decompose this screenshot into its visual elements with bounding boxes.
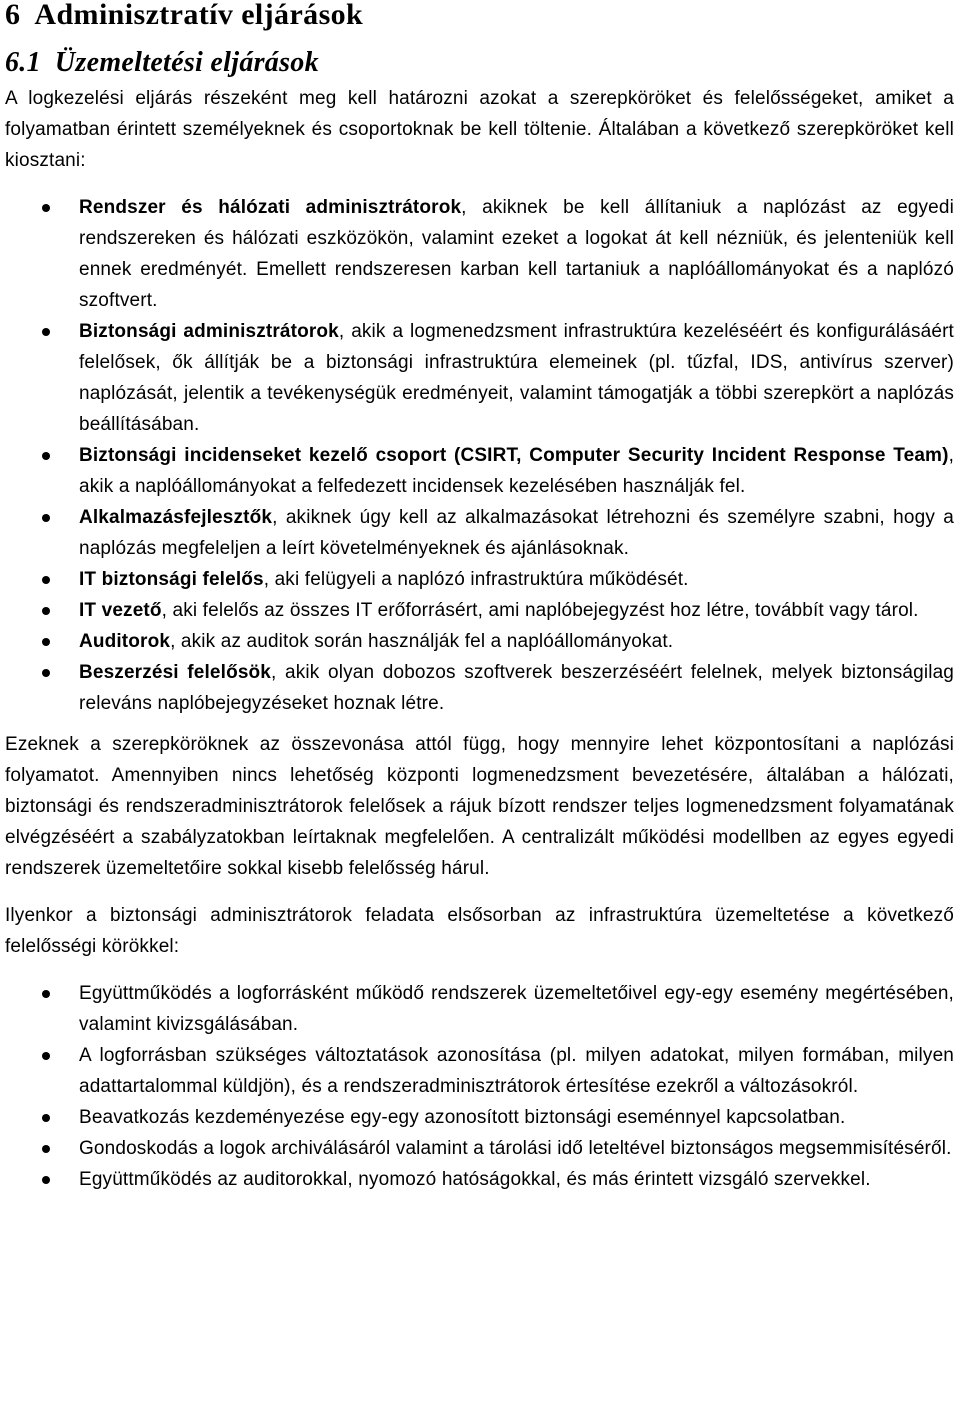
- role-description: , akiknek be kell állítaniuk a naplózást az egyedi rendszereken és hálózati eszközökön, valamint ezeket a logokat át kell nézniük, és jelenteniük kell ennek eredményét. Emellett rendszeresen karban kell tartaniuk a naplóállományokat és a naplózó szoftvert.: [79, 197, 954, 311]
- bullet-icon: [42, 1176, 50, 1184]
- bullet-icon: [42, 204, 50, 212]
- role-description: , aki felelős az összes IT erőforrásért, ami naplóbejegyzést hoz létre, továbbít vagy tárol.: [161, 600, 919, 621]
- role-name: Beszerzési felelősök: [79, 662, 272, 683]
- list-item: [5, 564, 954, 595]
- role-description: , akiknek úgy kell az alkalmazásokat létrehozni és személyre szabni, hogy a naplózás megfeleljen a leírt követelményeknek és ajánlásoknak.: [79, 507, 954, 559]
- role-name: IT biztonsági felelős: [79, 569, 264, 590]
- heading-number: 6: [5, 0, 21, 31]
- bullet-icon: [42, 1114, 50, 1122]
- list-item: [5, 502, 954, 564]
- body-paragraph: Ezeknek a szerepköröknek az összevonása attól függ, hogy mennyire lehet központosítani a naplózási folyamatot. Amennyiben nincs lehetőség központi logmenedzsment bevezetésére, általában a hálózati, biztonsági és rendszeradminisztrátorok felelősek a rájuk bízott rendszer teljes logmenedzsment folyamatának elvégzéséért a szabályzatokban leírtaknak megfelelően. A centralizált működési modellben az egyes egyedi rendszerek üzemeltetőire sokkal kisebb felelősség hárul.: [5, 734, 954, 879]
- role-name: Auditorok: [79, 631, 171, 652]
- duty-text: Együttműködés a logforrásként működő rendszerek üzemeltetőivel egy-egy esemény megértésében, valamint kivizsgálásában.: [79, 983, 954, 1035]
- intro-paragraph: A logkezelési eljárás részeként meg kell határozni azokat a szerepköröket és felelősségeket, amiket a folyamatban érintett személyeknek és csoportoknak be kell töltenie. Általában a következő szerepköröket kell kiosztani:: [5, 88, 954, 171]
- role-name: IT vezető: [79, 600, 162, 621]
- body-paragraph: Ilyenkor a biztonsági adminisztrátorok feladata elsősorban az infrastruktúra üzemeltetése a következő felelősségi körökkel:: [5, 905, 954, 957]
- bullet-icon: [42, 1145, 50, 1153]
- duty-text: Együttműködés az auditorokkal, nyomozó hatóságokkal, és más érintett vizsgáló szervekkel.: [79, 1169, 871, 1190]
- list-item: [5, 978, 954, 1040]
- bullet-icon: [42, 638, 50, 646]
- list-item: [5, 1133, 954, 1164]
- role-description: , aki felügyeli a naplózó infrastruktúra működését.: [263, 569, 689, 590]
- bullet-icon: [42, 607, 50, 615]
- bullet-icon: [42, 452, 50, 460]
- heading-level-1: [5, 0, 954, 34]
- role-name: Rendszer és hálózati adminisztrátorok: [79, 197, 462, 218]
- list-item: [5, 1040, 954, 1102]
- duty-text: Gondoskodás a logok archiválásáról valamint a tárolási idő leteltével biztonságos megsemmisítéséről.: [79, 1138, 952, 1159]
- bullet-icon: [42, 1052, 50, 1060]
- list-item: [5, 192, 954, 316]
- list-item: [5, 1164, 954, 1195]
- role-name: Biztonsági incidenseket kezelő csoport (CSIRT, Computer Security Incident Response Team): [79, 445, 949, 466]
- role-name: Alkalmazásfejlesztők: [79, 507, 273, 528]
- duties-list: [5, 978, 954, 1195]
- bullet-icon: [42, 990, 50, 998]
- list-item: [5, 626, 954, 657]
- bullet-icon: [42, 514, 50, 522]
- list-item: [5, 1102, 954, 1133]
- heading-title: Adminisztratív eljárások: [34, 0, 364, 31]
- role-description: , akik az auditok során használják fel a naplóállományokat.: [170, 631, 674, 652]
- duty-text: A logforrásban szükséges változtatások azonosítása (pl. milyen adatokat, milyen formában, milyen adattartalommal küldjön), és a rendszeradminisztrátorok értesítése ezekről a változásokról.: [79, 1045, 954, 1097]
- heading-title: Üzemeltetési eljárások: [54, 47, 319, 78]
- duty-text: Beavatkozás kezdeményezése egy-egy azonosított biztonsági eseménnyel kapcsolatban.: [79, 1107, 846, 1128]
- roles-list: [5, 192, 954, 719]
- role-description: , akik olyan dobozos szoftverek beszerzéséért felelnek, melyek biztonságilag releváns naplóbejegyzéseket hoznak létre.: [79, 662, 955, 714]
- list-item: [5, 657, 954, 719]
- role-description: , akik a naplóállományokat a felfedezett incidensek kezelésében használják fel.: [79, 445, 954, 497]
- list-item: [5, 595, 954, 626]
- list-item: [5, 440, 954, 502]
- bullet-icon: [42, 576, 50, 584]
- role-name: Biztonsági adminisztrátorok: [79, 321, 339, 342]
- bullet-icon: [42, 328, 50, 336]
- role-description: , akik a logmenedzsment infrastruktúra kezeléséért és konfigurálásáért felelősek, ők állítják be a biztonsági infrastruktúra elemeinek (pl. tűzfal, IDS, antivírus szerver) naplózását, jelentik a tevékenységük eredményeit, valamint támogatják a többi szerepkört a naplózás beállításában.: [79, 321, 954, 435]
- heading-level-2: [5, 48, 954, 78]
- bullet-icon: [42, 669, 50, 677]
- list-item: [5, 316, 954, 440]
- heading-number: 6.1: [5, 47, 41, 78]
